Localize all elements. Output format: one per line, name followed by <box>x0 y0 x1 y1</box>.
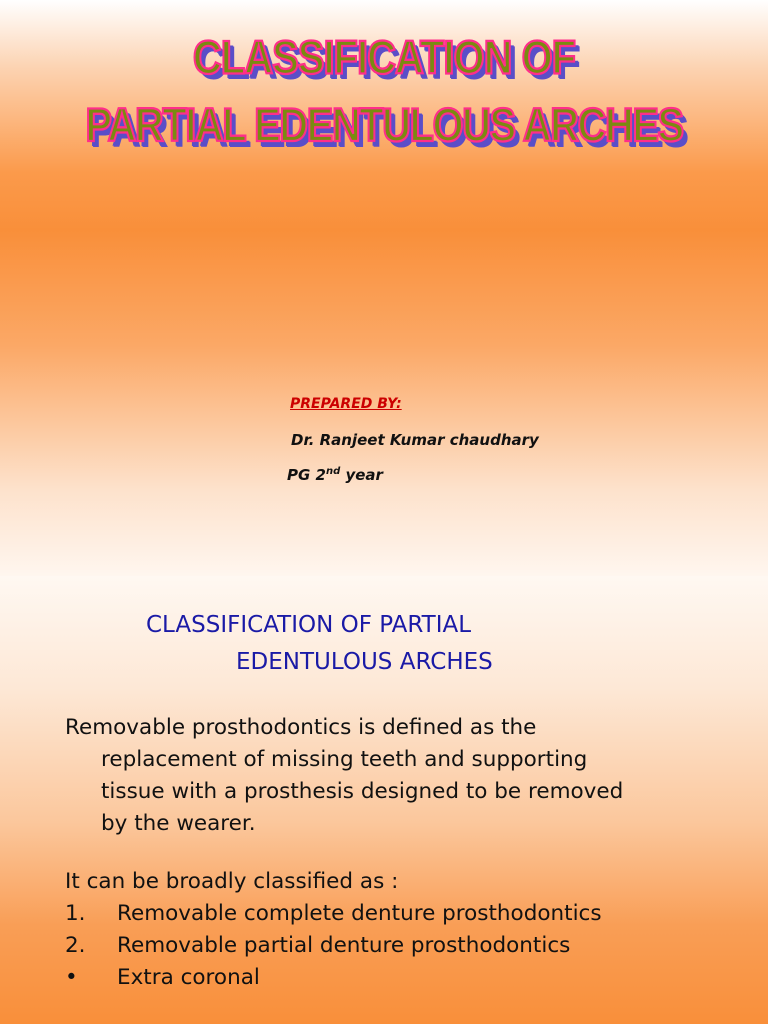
list-item <box>65 898 745 930</box>
definition-line: tissue with a prosthesis designed to be removed <box>101 779 624 804</box>
list-item-text: Removable partial denture prosthodontics <box>117 933 571 958</box>
prepared-by-label: PREPARED BY: <box>290 396 402 412</box>
list-item <box>65 930 745 962</box>
slide-body <box>65 712 745 994</box>
content-title-line-1: CLASSIFICATION OF PARTIAL <box>146 612 472 638</box>
list-item <box>65 962 745 994</box>
slide-title-line-1: CLASSIFICATION OF <box>192 31 576 84</box>
definition-line: by the wearer. <box>101 811 256 836</box>
year-superscript: nd <box>325 466 341 477</box>
list-item-text: Extra coronal <box>117 965 260 990</box>
year-prefix: PG 2 <box>287 466 326 484</box>
content-slide <box>0 576 768 1024</box>
list-item-text: Removable complete denture prosthodontics <box>117 901 602 926</box>
definition-line: replacement of missing teeth and supporting <box>101 747 588 772</box>
year-suffix: year <box>340 466 383 484</box>
list-marker: 2. <box>65 933 86 958</box>
paragraph-gap <box>65 840 745 866</box>
classification-intro: It can be broadly classified as : <box>65 869 399 894</box>
list-marker: 1. <box>65 901 86 926</box>
definition-line: Removable prosthodontics is defined as the <box>65 715 537 740</box>
definition-paragraph <box>65 712 745 840</box>
author-year <box>287 466 383 484</box>
content-title-line-2: EDENTULOUS ARCHES <box>236 649 493 675</box>
bullet-icon: • <box>65 965 78 990</box>
author-name: Dr. Ranjeet Kumar chaudhary <box>291 431 539 449</box>
slide-title-line-2: PARTIAL EDENTULOUS ARCHES <box>85 99 683 152</box>
